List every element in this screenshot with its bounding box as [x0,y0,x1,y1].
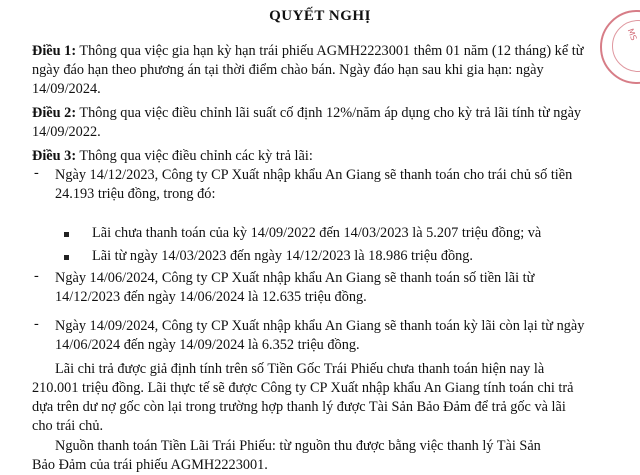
dash-bullet: - [34,165,39,181]
para2-line1: Nguồn thanh toán Tiền Lãi Trái Phiếu: từ nguồn thu được bằng việc thanh lý Tài Sản [55,438,541,454]
dieu3-label: Điều 3: [32,148,77,164]
dieu3-item1-line1: Ngày 14/12/2023, Công ty CP Xuất nhập khẩu An Giang sẽ thanh toán cho trái chủ số tiền [55,167,573,183]
dieu2-label: Điều 2: [32,105,77,121]
para2-line2: Bảo Đảm của trái phiếu AGMH2223001. [32,457,268,473]
dieu3-item3-line1: Ngày 14/09/2024, Công ty CP Xuất nhập khẩu An Giang sẽ thanh toán kỳ lãi còn lại từ ngày [55,318,585,334]
dieu3-sub1: Lãi chưa thanh toán của kỳ 14/09/2022 đến 14/03/2023 là 5.207 triệu đồng; và [92,225,542,241]
dieu1-line2: ngày đáo hạn theo phương án tại thời điểm chào bán. Ngày đáo hạn sau khi gia hạn: ngày [32,62,544,78]
square-bullet-icon [64,255,69,260]
dieu3-text1: Thông qua việc điều chỉnh các kỳ trả lãi: [76,148,313,164]
dieu2-text1: Thông qua việc điều chỉnh lãi suất cố định 12%/năm áp dụng cho kỳ trả lãi tính từ ngày [76,105,582,121]
para1-line4: cho trái chủ. [32,418,104,434]
para1-line3: dựa trên dư nợ gốc còn lại trong trường hợp thanh lý được Tài Sản Bảo Đảm để trả gốc và lãi [32,399,566,415]
dieu1-line3: 14/09/2024. [32,81,101,97]
dieu3-line1 [32,147,313,166]
dieu3-sub2: Lãi từ ngày 14/03/2023 đến ngày 14/12/2023 là 18.986 triệu đồng. [92,248,474,264]
para1-line1: Lãi chi trả được giả định tính trên số Tiền Gốc Trái Phiếu chưa thanh toán hiện nay là [55,361,545,377]
red-stamp-text: MS [625,27,639,42]
dieu3-item2-line2: 14/12/2023 đến ngày 14/06/2024 là 12.635 triệu đồng. [55,289,367,305]
dieu3-item1-line2: 24.193 triệu đồng, trong đó: [55,186,216,202]
dash-bullet: - [34,316,39,332]
document-title: QUYẾT NGHỊ [269,8,371,24]
dieu1-label: Điều 1: [32,43,77,59]
dieu3-item3-line2: 14/06/2024 đến ngày 14/09/2024 là 6.352 triệu đồng. [55,337,360,353]
dieu2-line1 [32,104,581,123]
dieu1-line1 [32,42,612,61]
dieu2-line2: 14/09/2022. [32,124,101,140]
dieu1-text1: Thông qua việc gia hạn kỳ hạn trái phiếu AGMH2223001 thêm 01 năm (12 tháng) kể từ [76,43,584,59]
para1-line2: 210.001 triệu đồng. Lãi thực tế sẽ được Công ty CP Xuất nhập khẩu An Giang tính toán chi trả [32,380,574,396]
square-bullet-icon [64,232,69,237]
dash-bullet: - [34,268,39,284]
dieu3-item2-line1: Ngày 14/06/2024, Công ty CP Xuất nhập khẩu An Giang sẽ thanh toán số tiền lãi từ [55,270,535,286]
